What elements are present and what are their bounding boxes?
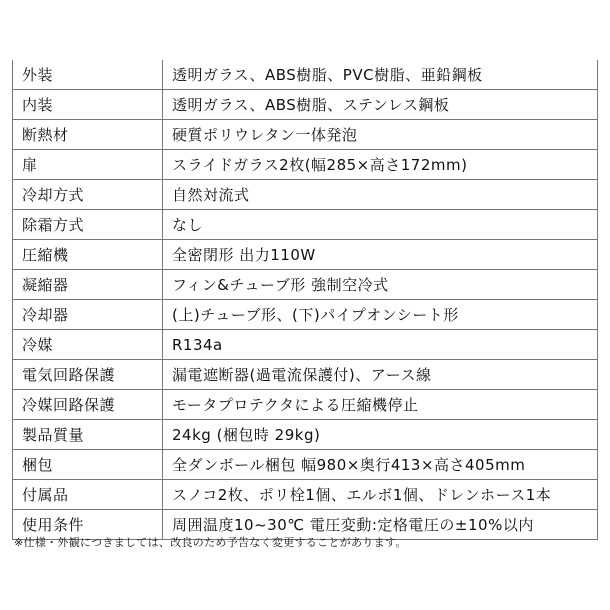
spec-label: 扉 xyxy=(13,150,163,180)
table-row xyxy=(13,330,598,360)
table-row xyxy=(13,120,598,150)
spec-value: 漏電遮断器(過電流保護付)、アース線 xyxy=(163,360,598,390)
spec-label: 除霜方式 xyxy=(13,210,163,240)
spec-label: 冷媒回路保護 xyxy=(13,390,163,420)
spec-label: 冷却器 xyxy=(13,300,163,330)
spec-label: 使用条件 xyxy=(13,510,163,540)
spec-value: 全密閉形 出力110W xyxy=(163,240,598,270)
spec-label: 製品質量 xyxy=(13,420,163,450)
spec-label: 冷却方式 xyxy=(13,180,163,210)
spec-value: 全ダンボール梱包 幅980×奥行413×高さ405mm xyxy=(163,450,598,480)
spec-value: 自然対流式 xyxy=(163,180,598,210)
spec-value: (上)チューブ形、(下)パイプオンシート形 xyxy=(163,300,598,330)
spec-value: モータプロテクタによる圧縮機停止 xyxy=(163,390,598,420)
spec-value: 24kg (梱包時 29kg) xyxy=(163,420,598,450)
spec-value: フィン&チューブ形 強制空冷式 xyxy=(163,270,598,300)
spec-value: 周囲温度10~30℃ 電圧変動:定格電圧の±10%以内 xyxy=(163,510,598,540)
table-row xyxy=(13,270,598,300)
spec-label: 付属品 xyxy=(13,480,163,510)
spec-label: 内装 xyxy=(13,90,163,120)
spec-value: スライドガラス2枚(幅285×高さ172mm) xyxy=(163,150,598,180)
spec-label: 梱包 xyxy=(13,450,163,480)
spec-value: 透明ガラス、ABS樹脂、ステンレス鋼板 xyxy=(163,90,598,120)
table-row xyxy=(13,150,598,180)
table-row xyxy=(13,180,598,210)
spec-table xyxy=(12,60,598,540)
table-row xyxy=(13,480,598,510)
spec-label: 電気回路保護 xyxy=(13,360,163,390)
table-row xyxy=(13,420,598,450)
table-row xyxy=(13,300,598,330)
spec-value: 透明ガラス、ABS樹脂、PVC樹脂、亜鉛鋼板 xyxy=(163,60,598,90)
table-row xyxy=(13,450,598,480)
table-row xyxy=(13,360,598,390)
table-row xyxy=(13,210,598,240)
spec-value: スノコ2枚、ポリ栓1個、エルボ1個、ドレンホース1本 xyxy=(163,480,598,510)
footnote: ※仕様・外観につきましては、改良のため予告なく変更することがあります。 xyxy=(14,536,407,549)
spec-table-body xyxy=(13,60,598,540)
spec-value: 硬質ポリウレタン一体発泡 xyxy=(163,120,598,150)
spec-value: なし xyxy=(163,210,598,240)
spec-label: 外装 xyxy=(13,60,163,90)
spec-label: 冷媒 xyxy=(13,330,163,360)
spec-label: 断熱材 xyxy=(13,120,163,150)
table-row xyxy=(13,240,598,270)
spec-label: 凝縮器 xyxy=(13,270,163,300)
table-row xyxy=(13,390,598,420)
spec-label: 圧縮機 xyxy=(13,240,163,270)
spec-value: R134a xyxy=(163,330,598,360)
table-row xyxy=(13,60,598,90)
table-row xyxy=(13,90,598,120)
